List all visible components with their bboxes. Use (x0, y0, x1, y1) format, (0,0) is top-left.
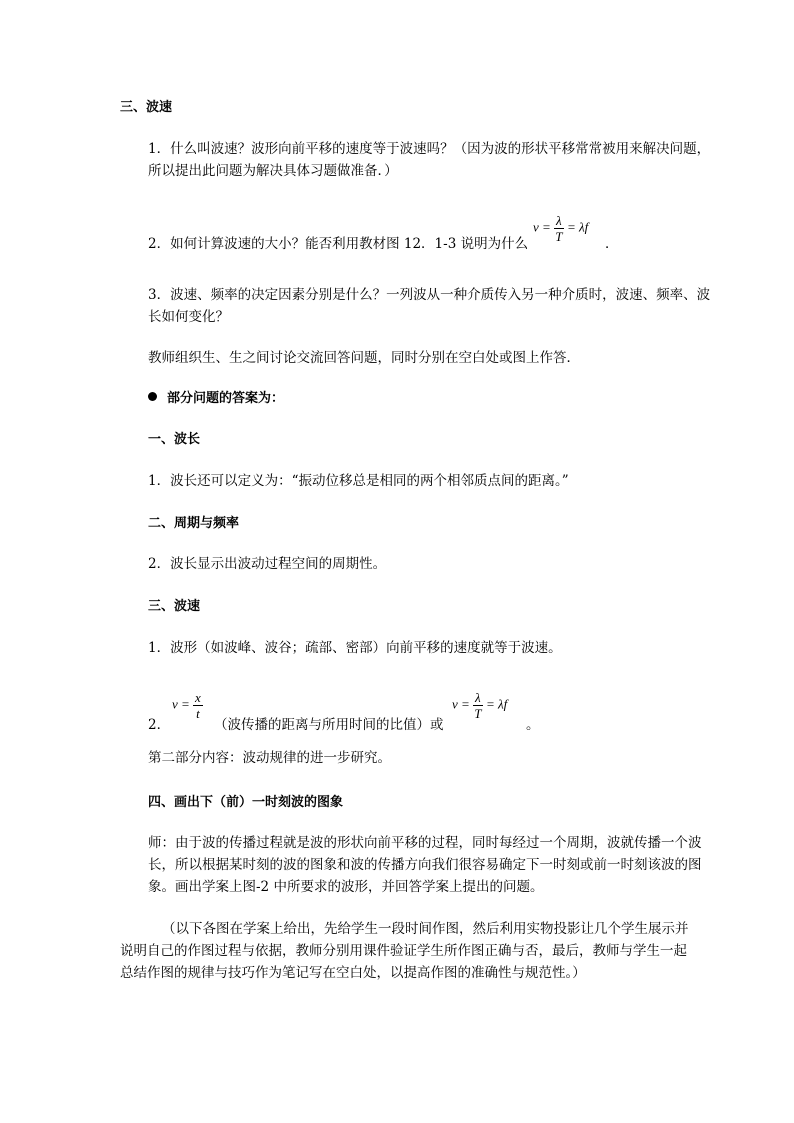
answers-title: 部分问题的答案为： (167, 391, 285, 406)
question-2-end: ． (605, 236, 619, 252)
fraction (193, 690, 203, 721)
answer-3-1: 1．波形（如波峰、波谷；疏部、密部）向前平移的速度就等于波速。 (148, 640, 562, 656)
formula-lhs: v = (172, 696, 190, 712)
teacher-paragraph: 师：由于波的传播过程就是波的形状向前平移的过程，同时每经过一个周期，波就传播一个波长，所以根据某时刻的波的图象和波的传播方向我们很容易确定下一时刻或前一时刻该波的图象。画出学案上图-2 中所要求的波形，并回答学案上提出的问题。 (148, 835, 702, 895)
formula-v-x-over-t (172, 690, 203, 721)
answer-2-2: 2．波长显示出波动过程空间的周期性。 (148, 556, 387, 572)
fraction-denominator: T (555, 229, 563, 244)
answer-1-title: 一、波长 (148, 432, 201, 447)
fraction-numerator: λ (475, 690, 481, 705)
formula-rhs: = λf (485, 696, 508, 712)
answer-3-2-mid: （波传播的距离与所用时间的比值）或 (214, 717, 444, 733)
formula-wave-speed-2 (452, 690, 507, 721)
note-paragraph: （以下各图在学案上给出，先给学生一段时间作图，然后利用实物投影让几个学生展示并说明自己的作图过程与依据，教师分别用课件验证学生所作图正确与否，最后，教师与学生一起总结作图的规律与技巧作为笔记写在空白处，以提高作图的准确性与规范性。） (120, 921, 689, 981)
bullet-icon (148, 392, 157, 401)
section-3-title: 三、波速 (120, 100, 173, 115)
answer-1-1: 1．波长还可以定义为：“振动位移总是相同的两个相邻质点间的距离。” (148, 473, 569, 489)
fraction-denominator: t (196, 706, 200, 721)
formula-rhs: = λf (566, 219, 589, 235)
section-4-title: 四、画出下（前）一时刻波的图象 (148, 795, 344, 810)
formula-lhs: v = (533, 219, 551, 235)
fraction-numerator: λ (556, 213, 562, 228)
answer-3-2-end: 。 (526, 717, 540, 733)
answer-2-title: 二、周期与频率 (148, 516, 240, 531)
fraction-denominator: T (474, 706, 482, 721)
fraction (473, 690, 483, 721)
question-2-text (120, 233, 723, 255)
question-2-label: 2．如何计算波速的大小？能否利用教材图 12．1-3 说明为什么 (148, 236, 529, 252)
answers-heading (120, 388, 723, 410)
formula-lhs: v = (452, 696, 470, 712)
fraction-numerator: x (195, 690, 201, 705)
question-1: 1．什么叫波速？波形向前平移的速度等于波速吗？（因为波的形状平移常常被用来解决问题，所以提出此问题为解决具体习题做准备．） (148, 141, 711, 179)
formula-wave-speed (533, 213, 588, 244)
fraction (554, 213, 564, 244)
answer-3-2-num: 2． (148, 717, 171, 733)
part-2-intro: 第二部分内容：波动规律的进一步研究。 (148, 750, 391, 766)
teacher-organize: 教师组织生、生之间讨论交流回答问题，同时分别在空白处或图上作答． (148, 350, 580, 366)
answer-3-title: 三、波速 (148, 599, 201, 614)
question-3: 3．波速、频率的决定因素分别是什么？一列波从一种介质传入另一种介质时，波速、频率、波长如何变化？ (148, 287, 711, 325)
